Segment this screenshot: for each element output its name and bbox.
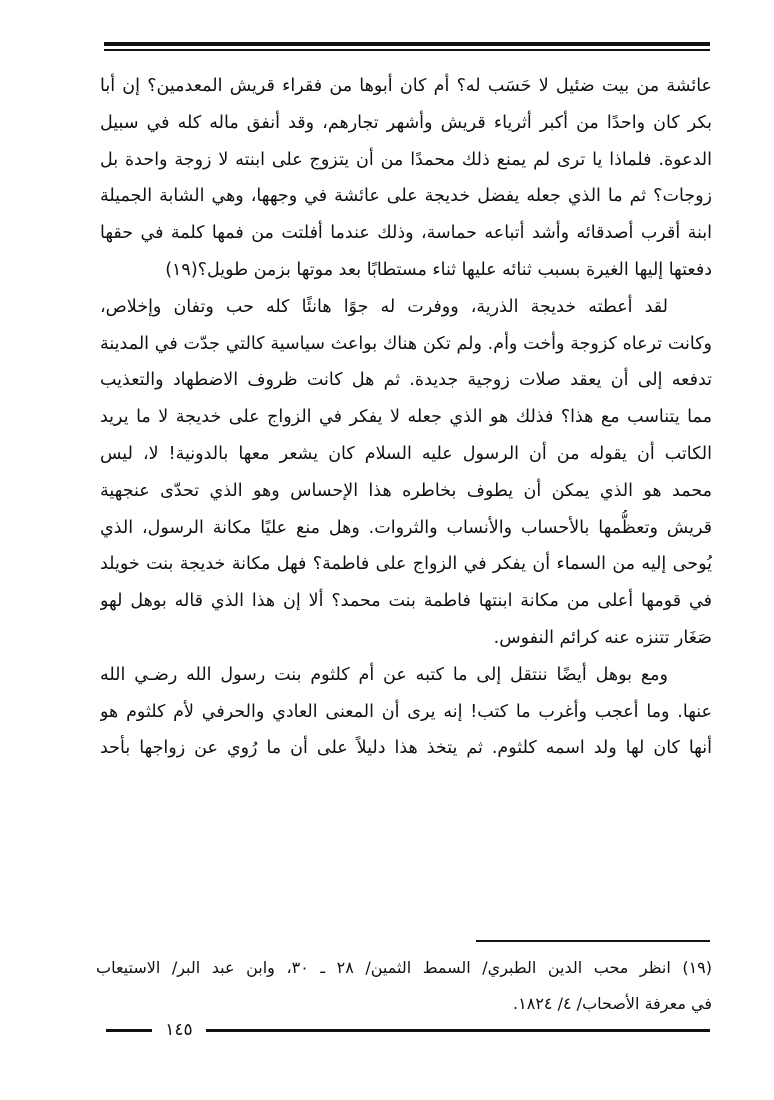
paragraph-start-line: لقد أعطته خديجة الذرية، ووفرت له جوًا هانئًا كله حب وتفان وإخلاص، <box>100 296 668 317</box>
text-line: دفعتها إليها الغيرة بسبب ثنائه عليها ثناء مستطابًا بعد موتها بزمن طويل؟(١٩) <box>165 259 712 280</box>
text-line: تدفعه إلى أن يعقد صلات زوجية جديدة. ثم هل كانت ظروف الاضطهاد والتعذيب <box>100 370 712 391</box>
text-line: بكر كان واحدًا من أكبر أثرياء قريش وأشهر تجارهم، وقد أنفق ماله كله في سبيل <box>100 112 712 133</box>
footnote-line: (١٩) انظر محب الدين الطبري/ السمط الثمين/ ٢٨ ـ ٣٠، وابن عبد البر/ الاستيعاب <box>96 958 712 977</box>
paragraph-start-line: ومع بوهل أيضًا ننتقل إلى ما كتبه عن أم كلثوم بنت رسول الله رضـي الله <box>100 664 668 685</box>
text-line: الدعوة. فلماذا يا ترى لم يمنع ذلك محمدًا من أن يتزوج على ابنته لا زوجة واحدة بل <box>100 149 712 170</box>
text-line: أنها كان لها ولد اسمه كلثوم. ثم يتخذ هذا دليلاً على أن ما رُوي عن زواجها بأحد <box>100 738 712 759</box>
text-line: عنها. وما أعجب وأغرب ما كتب! إنه يرى أن المعنى العادي والحرفي لأم كلثوم هو <box>100 701 712 722</box>
main-text <box>100 68 712 767</box>
text-line: زوجات؟ ثم ما الذي جعله يفضل خديجة على عائشة في وجهها، وهي الشابة الجميلة <box>100 186 712 207</box>
footer-rule-left <box>106 1029 152 1032</box>
text-line: محمد هو الذي يمكن أن يطوف بخاطره هذا الإحساس وهو الذي تحدّى عنجهية <box>100 480 712 501</box>
footnote-separator <box>476 940 710 942</box>
header-thin-rule <box>104 49 710 51</box>
text-line: الكاتب أن يقوله من أن الرسول عليه السلام كان يشعر معها بالدونية! لا، ليس <box>100 443 712 464</box>
footnotes <box>96 950 712 1022</box>
text-line: مما يتناسب مع هذا؟ فذلك هو الذي جعله لا يفكر في الزواج على خديجة لا ما يريد <box>100 407 712 428</box>
footnote-line: في معرفة الأصحاب/ ٤/ ١٨٢٤. <box>513 994 712 1013</box>
page-number: ١٤٥ <box>165 1020 193 1040</box>
header-double-rule <box>104 42 710 51</box>
text-line: يُوحى إليه من السماء أن يفكر في الزواج على فاطمة؟ فهل مكانة خديجة بنت خويلد <box>100 554 712 575</box>
text-line: قريش وتعظُّمها بالأحساب والأنساب والثروات. وهل منع عليًا مكانة الرسول، الذي <box>100 517 712 538</box>
footer-rule-right <box>206 1029 710 1032</box>
header-thick-rule <box>104 42 710 46</box>
text-line: وكانت ترعاه كزوجة وأخت وأم. ولم تكن هناك بواعث سياسية كالتي جدّت في المدينة <box>100 333 712 354</box>
text-line: صَغَار تتنزه عنه كرائم النفوس. <box>493 627 712 648</box>
text-line: ابنة أقرب أصدقائه وأشد أتباعه حماسة، وذلك عندما أفلتت من فمها كلمة في حقها <box>100 223 712 244</box>
text-line: في قومها أعلى من مكانة ابنتها فاطمة بنت محمد؟ ألا إن هذا الذي قاله بوهل لهو <box>100 591 712 612</box>
text-line: عائشة من بيت ضئيل لا حَسَب له؟ أم كان أبوها من فقراء قريش المعدمين؟ إن أبا <box>100 76 712 96</box>
